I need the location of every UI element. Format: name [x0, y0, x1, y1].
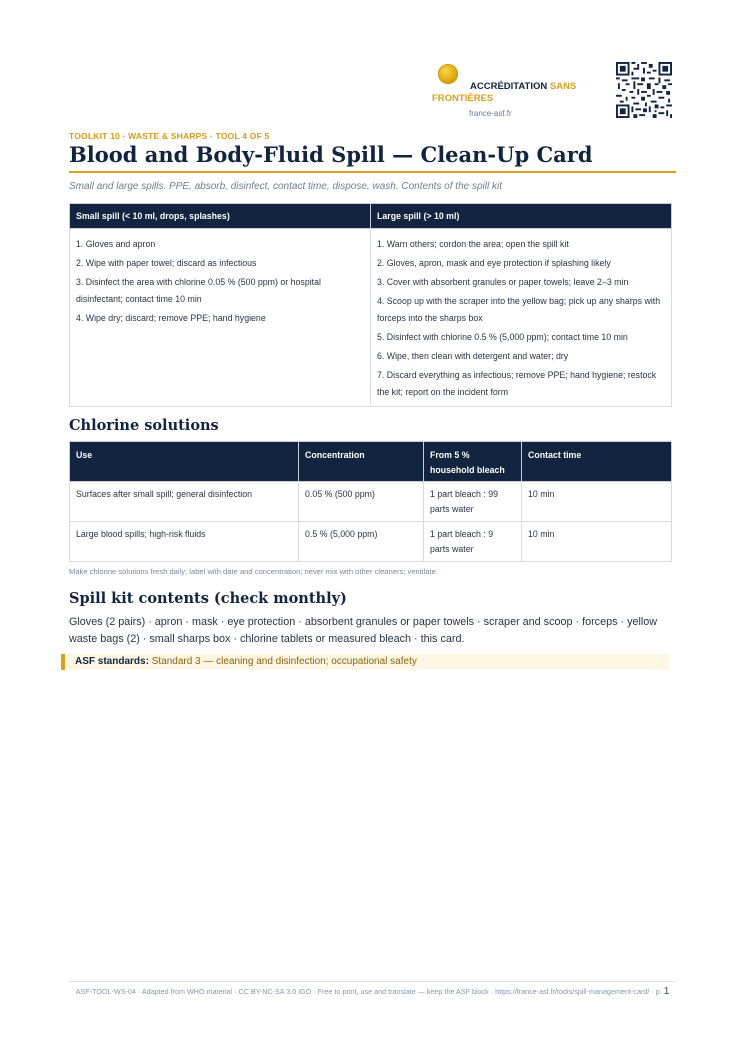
large-step-5: 5. Disinfect with chlorine 0.5 % (5,000 ppm); contact time 10 min [377, 332, 628, 342]
brand-url-link[interactable]: france-asf.fr [469, 109, 512, 118]
table-cell: Surfaces after small spill; general disinfection [70, 482, 299, 522]
page-number: 1 [663, 986, 670, 997]
large-spill-steps [371, 229, 672, 407]
asf-standards-callout [61, 654, 669, 670]
brand-name [432, 81, 612, 105]
page-footer [69, 986, 676, 998]
small-spill-steps [70, 229, 371, 407]
small-step-1: 1. Gloves and apron [76, 239, 156, 249]
table-row [70, 522, 672, 562]
toolkit-breadcrumb: TOOLKIT 10 · WASTE & SHARPS · TOOL 4 OF 5 [69, 131, 270, 141]
spill-kit-heading: Spill kit contents (check monthly) [69, 590, 347, 607]
small-step-2: 2. Wipe with paper towel; discard as infectious [76, 258, 257, 268]
large-step-2: 2. Gloves, apron, mask and eye protection if splashing likely [377, 258, 611, 268]
chlorine-table [69, 441, 672, 562]
table-row [70, 482, 672, 522]
large-step-3: 3. Cover with absorbent granules or paper towels; leave 2–3 min [377, 277, 629, 287]
qr-code-icon [616, 62, 672, 118]
chlorine-col-use: Use [70, 442, 299, 482]
table-cell: 0.5 % (5,000 ppm) [299, 522, 424, 562]
spill-kit-contents: Gloves (2 pairs) · apron · mask · eye protection · absorbent granules or paper towels · scraper and scoop · forceps · yellow waste bags (2) · small sharps box · chlorine tablets or measured bleach · this card. [69, 616, 658, 645]
chlorine-col-contact-time: Contact time [522, 442, 672, 482]
large-spill-header: Large spill (> 10 ml) [371, 204, 672, 229]
spill-procedure-table [69, 203, 672, 407]
table-cell: 0.05 % (500 ppm) [299, 482, 424, 522]
large-step-1: 1. Warn others; cordon the area; open the spill kit [377, 239, 569, 249]
standards-label: ASF standards: [75, 656, 149, 667]
chlorine-note: Make chlorine solutions fresh daily; label with date and concentration; never mix with other cleaners; ventilate. [69, 567, 438, 576]
large-step-4: 4. Scoop up with the scraper into the yellow bag; pick up any sharps with forceps into the sharps box [377, 296, 661, 323]
large-step-7: 7. Discard everything as infectious; remove PPE; hand hygiene; restock the kit; report on the incident form [377, 370, 657, 397]
chlorine-col-bleach: From 5 % household bleach [424, 442, 522, 482]
small-step-3: 3. Disinfect the area with chlorine 0.05 % (500 ppm) or hospital disinfectant; contact time 10 min [76, 277, 321, 304]
title-divider [69, 171, 676, 173]
small-step-4: 4. Wipe dry; discard; remove PPE; hand hygiene [76, 313, 266, 323]
small-spill-header: Small spill (< 10 ml, drops, splashes) [70, 204, 371, 229]
table-cell: 1 part bleach : 9 parts water [424, 522, 522, 562]
table-cell: 1 part bleach : 99 parts water [424, 482, 522, 522]
table-cell: Large blood spills; high-risk fluids [70, 522, 299, 562]
brand-name-part2: SANS FRONTIÈRES [432, 81, 577, 104]
page-title: Blood and Body-Fluid Spill — Clean-Up Card [69, 142, 593, 167]
footer-divider [69, 981, 676, 982]
brand-name-part1: ACCRÉDITATION [470, 81, 548, 92]
chlorine-heading: Chlorine solutions [69, 417, 219, 434]
footer-text: ASF-TOOL-WS-04 · Adapted from WHO material · CC BY-NC-SA 3.0 IGO · Free to print, use and translate — keep the ASF block · https://france-asf.fr/tools/spill-management-card/ · p. [75, 987, 662, 996]
standards-text: Standard 3 — cleaning and disinfection; occupational safety [151, 656, 417, 667]
table-cell: 10 min [522, 482, 672, 522]
large-step-6: 6. Wipe, then clean with detergent and water; dry [377, 351, 569, 361]
chlorine-col-concentration: Concentration [299, 442, 424, 482]
table-cell: 10 min [522, 522, 672, 562]
page-subtitle: Small and large spills. PPE, absorb, disinfect, contact time, dispose, wash. Contents of the spill kit [69, 181, 502, 192]
